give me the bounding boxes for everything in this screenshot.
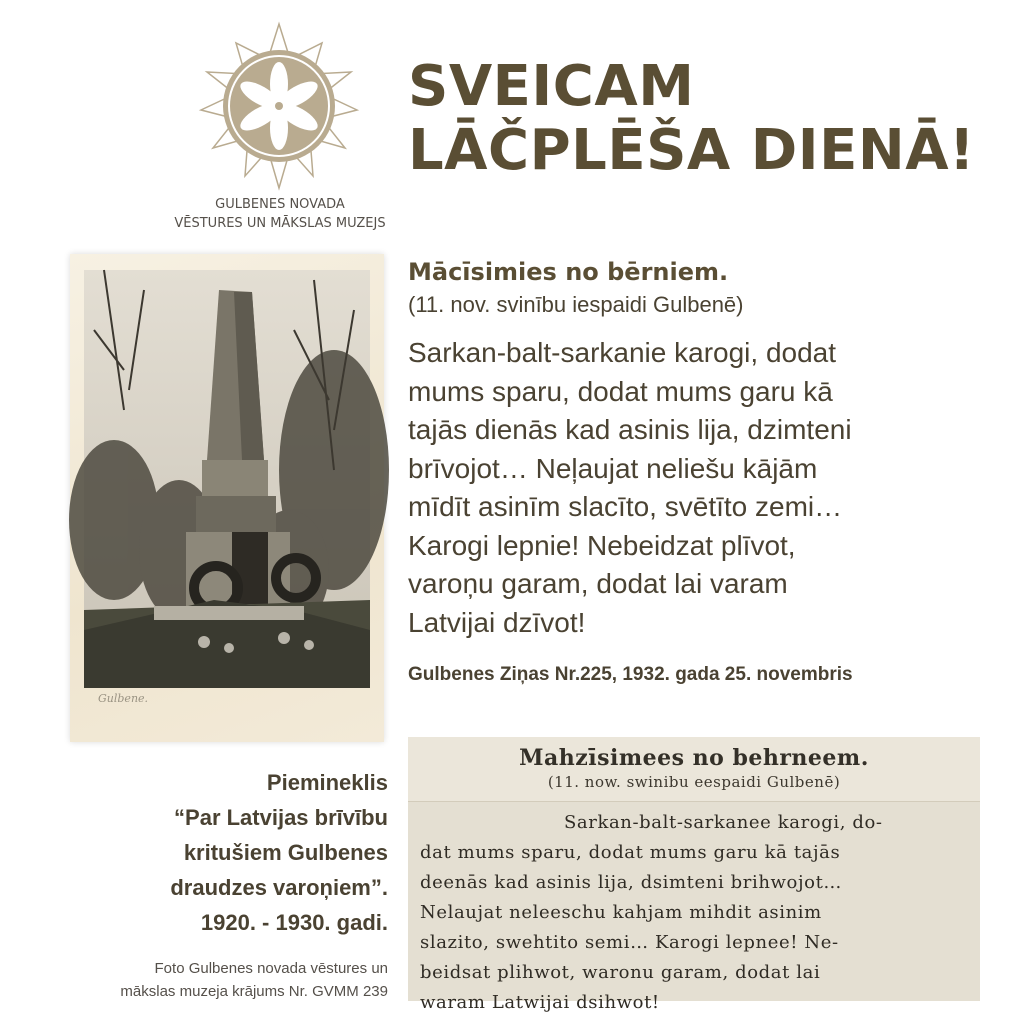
newspaper-line: beidsat plihwot, waronu garam, dodat lai [420,962,821,983]
newspaper-line: Nelaujat neleeschu kahjam mihdit asinim [420,902,822,923]
headline [408,55,975,183]
museum-name [160,195,400,233]
museum-sun-flower-icon [195,22,363,190]
newspaper-line: dat mums sparu, dodat mums garu kā tajās [420,842,841,863]
headline-line1: SVEICAM [408,54,695,119]
monument-caption [170,765,388,940]
museum-name-line1: GULBENES NOVADA [215,197,345,212]
article-source: Gulbenes Ziņas Nr.225, 1932. gada 25. novembris [408,664,853,685]
vintage-photo-card [70,254,384,742]
monument-caption-line: 1920. - 1930. gadi. [200,910,388,935]
monument-caption-line: “Par Latvijas brīvību [174,805,388,830]
poem-line: Karogi lepnie! Nebeidzat plīvot, [408,529,796,561]
newspaper-line: slazito, swehtito semi… Karogi lepnee! Ne- [420,932,839,953]
article-subtitle: (11. nov. svinību iespaidi Gulbenē) [408,292,744,317]
newspaper-clipping [408,737,980,1013]
newspaper-line: Sarkan-balt-sarkanee karogi, do- [564,812,883,833]
poem-line: brīvojot… Neļaujat neliešu kājām [408,452,818,484]
photo-credit [120,957,388,1003]
monument-photo [84,270,370,688]
article-title: Mācīsimies no bērniem. [408,258,729,286]
newspaper-subtitle: (11. now. swinibu eespaidi Gulbenē) [547,773,841,791]
newspaper-line: waram Latwijai dsihwot! [420,992,660,1013]
poem-line: mīdīt asinīm slacīto, svētīto zemi… [408,491,843,522]
poem-line: mums sparu, dodat mums garu kā [408,375,833,407]
poem-line: Sarkan-balt-sarkanie karogi, dodat [408,337,837,368]
monument-caption-line: Piemineklis [266,770,388,795]
article-poem [408,334,1008,642]
poem-line: varoņu garam, dodat lai varam [408,568,788,599]
photo-credit-line2: mākslas muzeja krājums Nr. GVMM 239 [120,983,388,1000]
newspaper-body [408,802,980,1018]
newspaper-header [408,737,980,802]
photo-credit-line1: Foto Gulbenes novada vēstures un [154,960,388,977]
museum-name-line2: VĒSTURES UN MĀKSLAS MUZEJS [174,216,386,231]
headline-line2: LĀČPLĒŠA DIENĀ! [408,118,976,183]
newspaper-line: deenās kad asinis lija, dsimteni brihwojot… [420,872,843,893]
poem-line: tajās dienās kad asinis lija, dzimteni [408,414,852,445]
newspaper-title: Mahzīsimees no behrneem. [519,745,869,771]
photo-caption: Gulbene. [98,692,149,705]
monument-caption-line: kritušiem Gulbenes [183,840,388,865]
monument-caption-line: draudzes varoņiem”. [170,875,388,900]
museum-logo [195,22,363,190]
poem-line: Latvijai dzīvot! [408,606,586,638]
